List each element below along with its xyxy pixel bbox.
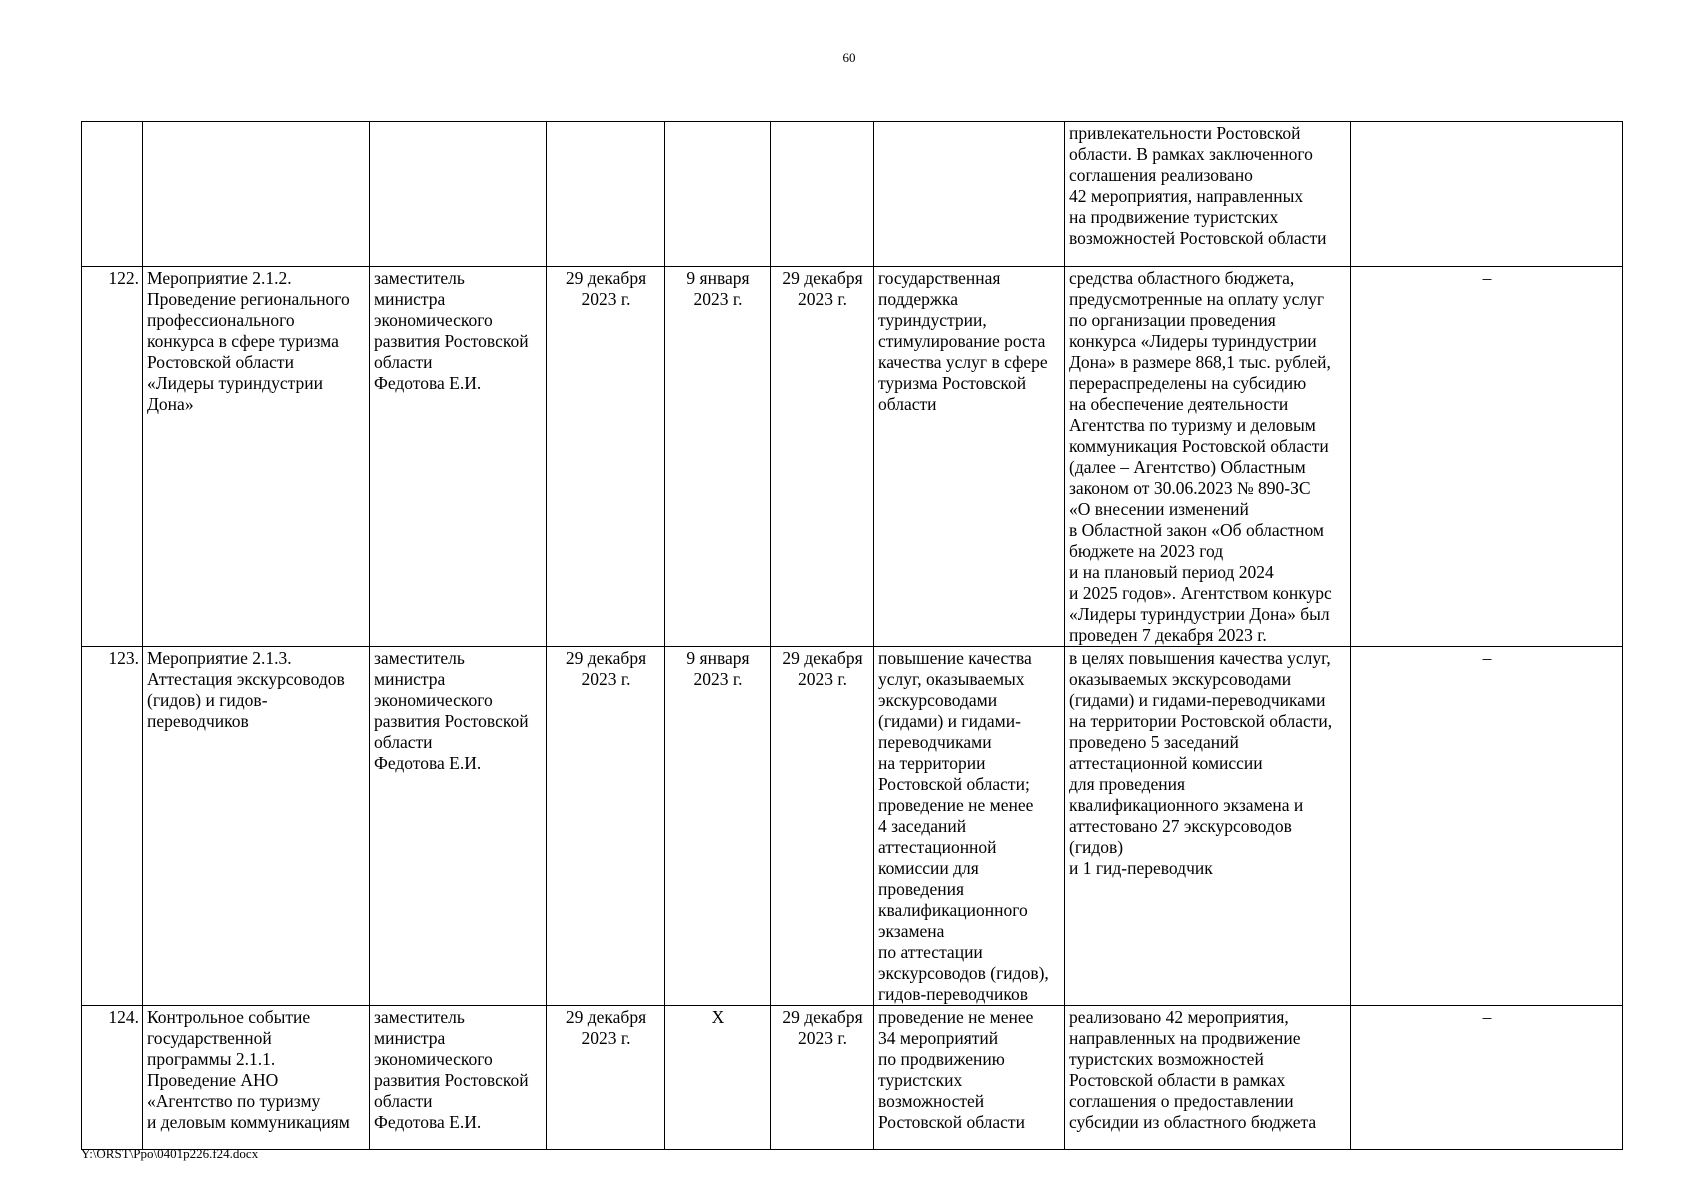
- actual-result-cell: средства областного бюджета, предусмотренные на оплату услуг по организации проведения конкурса «Лидеры туриндустрии Дона» в размере 868,1 тыс. рублей, перераспределены на субсидию на обеспечение деятельности Агентства по туризму и деловым коммуникация Ростовской области (далее – Агентство) Областным законом от 30.06.2023 № 890-ЗС «О внесении изменений в Областной закон «Об областном бюджете на 2023 год и на плановый период 2024 и 2025 годов». Агентством конкурс «Лидеры туриндустрии Дона» был проведен 7 декабря 2023 г.: [1065, 267, 1351, 647]
- start-date-cell: X: [665, 1006, 771, 1150]
- row-number-cell: 122.: [82, 267, 143, 647]
- end-date-cell: [771, 122, 874, 267]
- event-name-cell: Мероприятие 2.1.2. Проведение регионального профессионального конкурса в сфере туризма Ростовской области «Лидеры туриндустрии Дона»: [143, 267, 370, 647]
- start-date-cell: [665, 122, 771, 267]
- event-name-cell: Мероприятие 2.1.3. Аттестация экскурсоводов (гидов) и гидов- переводчиков: [143, 647, 370, 1006]
- responsible-cell: заместитель министра экономического развития Ростовской области Федотова Е.И.: [370, 647, 547, 1006]
- row-number-cell: [82, 122, 143, 267]
- start-date-cell: 9 января 2023 г.: [665, 647, 771, 1006]
- report-table: [81, 121, 1623, 1150]
- row-number-cell: 124.: [82, 1006, 143, 1150]
- note-cell: –: [1351, 647, 1623, 1006]
- expected-result-cell: государственная поддержка туриндустрии, стимулирование роста качества услуг в сфере туризма Ростовской области: [874, 267, 1065, 647]
- event-name-cell: Контрольное событие государственной программы 2.1.1. Проведение АНО «Агентство по туризму и деловым коммуникациям: [143, 1006, 370, 1150]
- start-date-cell: 9 января 2023 г.: [665, 267, 771, 647]
- actual-result-cell: реализовано 42 мероприятия, направленных на продвижение туристских возможностей Ростовской области в рамках соглашения о предоставлении субсидии из областного бюджета: [1065, 1006, 1351, 1150]
- expected-result-cell: повышение качества услуг, оказываемых экскурсоводами (гидами) и гидами- переводчиками на территории Ростовской области; проведение не менее 4 заседаний аттестационной комиссии для проведения квалификационного экзамена по аттестации экскурсоводов (гидов), гидов-переводчиков: [874, 647, 1065, 1006]
- end-date-cell: 29 декабря 2023 г.: [771, 1006, 874, 1150]
- event-name-cell: [143, 122, 370, 267]
- table-row-123: [82, 647, 1623, 1006]
- row-number-cell: 123.: [82, 647, 143, 1006]
- table-row-124: [82, 1006, 1623, 1150]
- responsible-cell: заместитель министра экономического развития Ростовской области Федотова Е.И.: [370, 267, 547, 647]
- document-file-path: Y:\ORST\Ppo\0401p226.f24.docx: [81, 1146, 259, 1161]
- actual-result-cell: привлекательности Ростовской области. В рамках заключенного соглашения реализовано 42 мероприятия, направленных на продвижение туристских возможностей Ростовской области: [1065, 122, 1351, 267]
- note-cell: [1351, 122, 1623, 267]
- note-cell: –: [1351, 267, 1623, 647]
- actual-result-cell: в целях повышения качества услуг, оказываемых экскурсоводами (гидами) и гидами-переводчиками на территории Ростовской области, проведено 5 заседаний аттестационной комиссии для проведения квалификационного экзамена и аттестовано 27 экскурсоводов (гидов) и 1 гид-переводчик: [1065, 647, 1351, 1006]
- table-row-continuation: [82, 122, 1623, 267]
- expected-result-cell: проведение не менее 34 мероприятий по продвижению туристских возможностей Ростовской области: [874, 1006, 1065, 1150]
- plan-date-cell: [547, 122, 665, 267]
- plan-date-cell: 29 декабря 2023 г.: [547, 1006, 665, 1150]
- page-number: 60: [842, 50, 856, 65]
- responsible-cell: заместитель министра экономического развития Ростовской области Федотова Е.И.: [370, 1006, 547, 1150]
- end-date-cell: 29 декабря 2023 г.: [771, 267, 874, 647]
- end-date-cell: 29 декабря 2023 г.: [771, 647, 874, 1006]
- table-row-122: [82, 267, 1623, 647]
- expected-result-cell: [874, 122, 1065, 267]
- note-cell: –: [1351, 1006, 1623, 1150]
- plan-date-cell: 29 декабря 2023 г.: [547, 267, 665, 647]
- plan-date-cell: 29 декабря 2023 г.: [547, 647, 665, 1006]
- responsible-cell: [370, 122, 547, 267]
